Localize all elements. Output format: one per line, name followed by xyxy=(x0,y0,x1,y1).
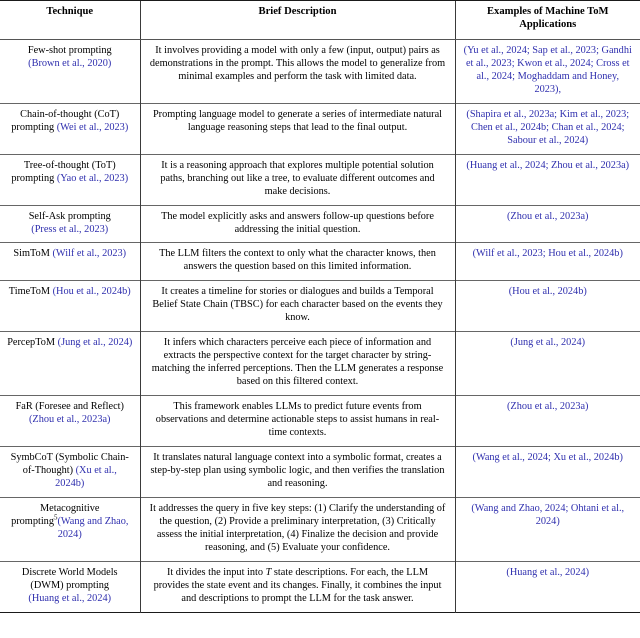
technique-name: PercepToM xyxy=(7,337,56,349)
cell-description: It addresses the query in five key steps: (1) Clarify the understanding of the question, (2) Provide a preliminary interpretation, (3) Critically assess the initial interpretation, (4) Finalize the decision and provide reasoning, and (5) Evaluate your confidence. xyxy=(140,498,455,562)
footnote-marker: 5 xyxy=(53,513,58,522)
cell-applications: (Shapira et al., 2023a; Kim et al., 2023; Chen et al., 2024b; Chan et al., 2024; Sabour et al., 2024) xyxy=(455,103,640,154)
cell-applications: (Wang et al., 2024; Xu et al., 2024b) xyxy=(455,447,640,498)
cell-description: The LLM filters the context to only what the character knows, then answers the question based on this limited information. xyxy=(140,243,455,281)
technique-citation: (Wang and Zhao, 2024) xyxy=(57,515,129,540)
description-text-post: state descriptions. For each, the LLM provides the state event and its changes. Finally, it combines the input and descriptions to prompt the LLM for the task answer. xyxy=(153,566,442,604)
table-row xyxy=(0,243,640,281)
technique-name: SimToM xyxy=(13,248,50,260)
cell-technique xyxy=(0,561,140,612)
table-row xyxy=(0,498,640,562)
table-row xyxy=(0,561,640,612)
cell-applications: (Yu et al., 2024; Sap et al., 2023; Gandhi et al., 2023; Kwon et al., 2024; Cross et al., 2024; Moghaddam and Honey, 2023), xyxy=(455,39,640,103)
column-header-applications xyxy=(455,1,640,40)
cell-applications: (Huang et al., 2024) xyxy=(455,561,640,612)
cell-description: It infers which characters perceive each piece of information and extracts the perspective context for the target character by string-matching the inferred perceptions. Then the LLM generates a response based on this filtered context. xyxy=(140,332,455,396)
cell-description xyxy=(140,561,455,612)
math-symbol-T: T xyxy=(265,566,272,578)
table-row xyxy=(0,205,640,243)
bottom-rule-row xyxy=(0,612,640,613)
column-header-description: Brief Description xyxy=(140,1,455,40)
technique-citation: (Wilf et al., 2023) xyxy=(52,248,127,260)
cell-applications: (Hou et al., 2024b) xyxy=(455,281,640,332)
table-row xyxy=(0,103,640,154)
cell-technique xyxy=(0,447,140,498)
table-footer-rule xyxy=(0,612,640,613)
column-header-applications-line2: Applications xyxy=(519,18,577,30)
cell-description: Prompting language model to generate a series of intermediate natural language reasoning steps that lead to the final output. xyxy=(140,103,455,154)
technique-name: Discrete World Models (DWM) prompting xyxy=(21,566,118,591)
technique-name: Tree-of-thought (ToT) prompting xyxy=(11,159,116,184)
technique-citation: (Brown et al., 2020) xyxy=(28,57,112,69)
cell-applications: (Huang et al., 2024; Zhou et al., 2023a) xyxy=(455,154,640,205)
cell-description: It is a reasoning approach that explores multiple potential solution paths, branching out like a tree, to evaluate different outcomes and make decisions. xyxy=(140,154,455,205)
bottom-rule-cell xyxy=(140,612,455,613)
technique-name: Few-shot prompting xyxy=(27,44,112,56)
table-row xyxy=(0,396,640,447)
cell-applications: (Jung et al., 2024) xyxy=(455,332,640,396)
cell-description: The model explicitly asks and answers follow-up questions before addressing the initial question. xyxy=(140,205,455,243)
cell-technique xyxy=(0,243,140,281)
technique-citation: (Jung et al., 2024) xyxy=(57,337,133,349)
technique-name: TimeToM xyxy=(8,286,51,298)
technique-citation: (Xu et al., 2024b) xyxy=(55,465,117,490)
technique-name: Self-Ask prompting xyxy=(28,210,111,222)
technique-citation: (Zhou et al., 2023a) xyxy=(29,414,111,426)
cell-technique xyxy=(0,205,140,243)
technique-citation: (Huang et al., 2024) xyxy=(28,592,112,604)
technique-name: FaR (Foresee and Reflect) xyxy=(15,401,124,413)
description-text-pre: It divides the input into xyxy=(166,566,266,578)
cell-applications: (Wilf et al., 2023; Hou et al., 2024b) xyxy=(455,243,640,281)
table-row xyxy=(0,332,640,396)
cell-description: It creates a timeline for stories or dialogues and builds a Temporal Belief State Chain (TBSC) for each character based on the events they know. xyxy=(140,281,455,332)
table-row xyxy=(0,39,640,103)
cell-applications: (Wang and Zhao, 2024; Ohtani et al., 2024) xyxy=(455,498,640,562)
bottom-rule-cell xyxy=(0,612,140,613)
table-body xyxy=(0,39,640,612)
cell-applications: (Zhou et al., 2023a) xyxy=(455,396,640,447)
technique-citation: (Yao et al., 2023) xyxy=(56,172,129,184)
header-row xyxy=(0,1,640,40)
cell-technique xyxy=(0,396,140,447)
cell-description: It involves providing a model with only a few (input, output) pairs as demonstrations in the prompt. This allows the model to generalize from minimal examples and perform the task with limited data. xyxy=(140,39,455,103)
cell-technique xyxy=(0,39,140,103)
technique-name: Chain-of-thought (CoT) prompting xyxy=(11,108,120,133)
cell-description: It translates natural language context into a symbolic format, creates a step-by-step plan using symbolic logic, and then verifies the translation and reasoning. xyxy=(140,447,455,498)
table-row xyxy=(0,154,640,205)
technique-citation: (Wei et al., 2023) xyxy=(56,121,129,133)
cell-technique xyxy=(0,332,140,396)
cell-description: This framework enables LLMs to predict future events from observations and determine actionable steps to assist humans in real-time contexts. xyxy=(140,396,455,447)
technique-citation: (Hou et al., 2024b) xyxy=(52,286,131,298)
cell-technique xyxy=(0,103,140,154)
cell-technique xyxy=(0,154,140,205)
cell-technique xyxy=(0,281,140,332)
technique-citation: (Press et al., 2023) xyxy=(31,223,109,235)
column-header-technique: Technique xyxy=(0,1,140,40)
technique-name: SymbCoT (Symbolic Chain-of-Thought) xyxy=(10,452,129,477)
table-row xyxy=(0,447,640,498)
table-row xyxy=(0,281,640,332)
table-header xyxy=(0,1,640,40)
technique-name: Metacognitive prompting xyxy=(11,503,100,527)
bottom-rule-cell xyxy=(455,612,640,613)
column-header-applications-line1: Examples of Machine ToM xyxy=(486,6,609,17)
cell-applications: (Zhou et al., 2023a) xyxy=(455,205,640,243)
cell-technique xyxy=(0,498,140,562)
